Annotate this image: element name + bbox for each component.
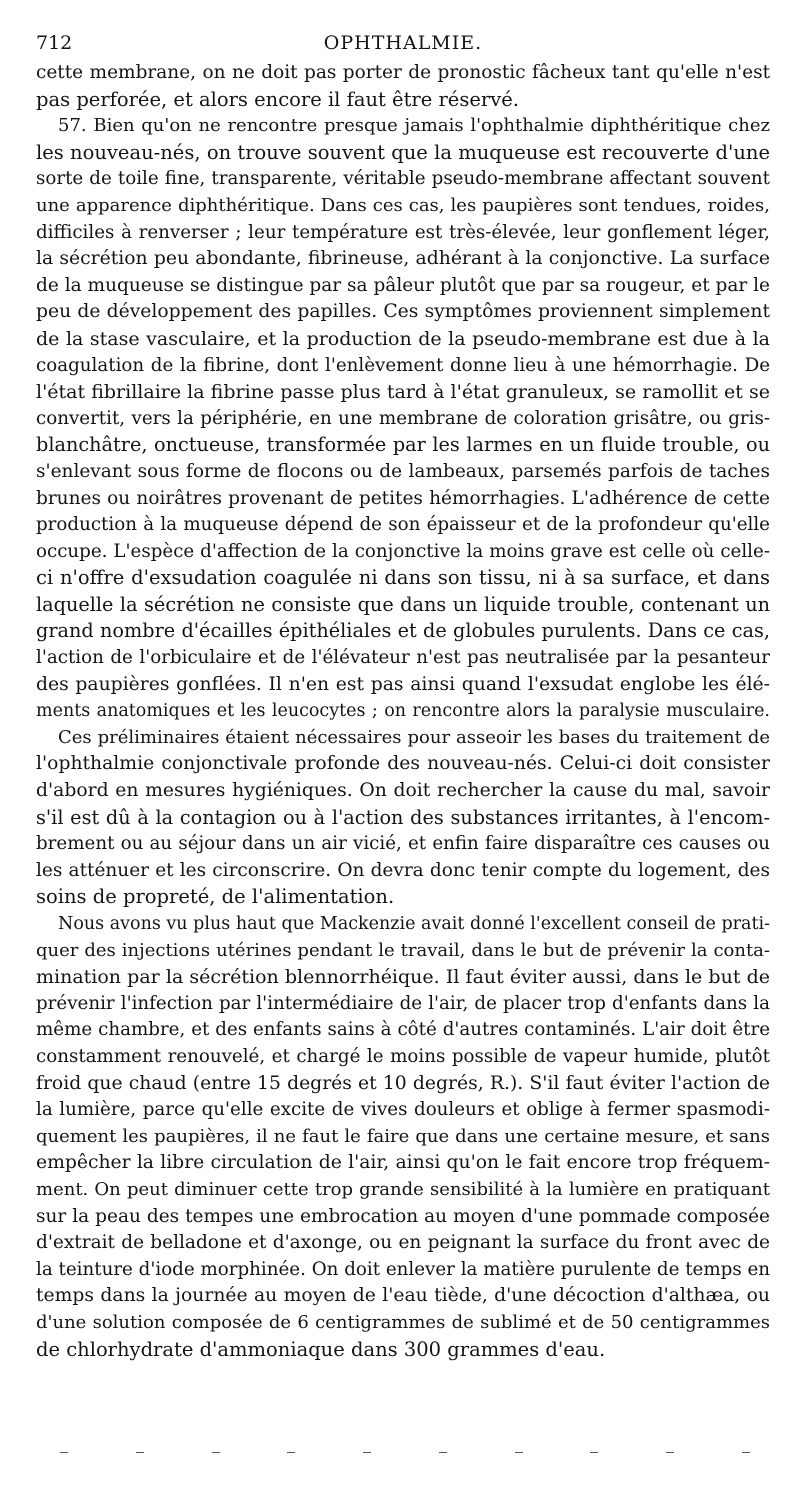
text-line: d'abord en mesures hygiéniques. On doit rechercher la cause du mal, savoir (36, 780, 770, 802)
text-line: quement les paupières, il ne faut le faire que dans une certaine mesure, et sans (36, 1125, 770, 1147)
text-line: production à la muqueuse dépend de son épaisseur et de la profondeur qu'elle (36, 514, 770, 536)
text-line: s'il est dû à la contagion ou à l'action des substances irritantes, à l'encom- (36, 805, 770, 829)
text-line: Ces préliminaires étaient nécessaires pour asseoir les bases du traitement de (58, 726, 770, 748)
text-line: la lumière, parce qu'elle excite de vives douleurs et oblige à fermer spasmodi- (36, 1099, 770, 1121)
text-line: ments anatomiques et les leucocytes ; on rencontre alors la paralysie musculaire. (36, 701, 770, 722)
text-line: sur la peau des tempes une embrocation au moyen d'une pommade composée (36, 1205, 770, 1227)
text-line: temps dans la journée au moyen de l'eau tiède, d'une décoction d'althæa, ou (36, 1285, 770, 1307)
running-head (36, 32, 770, 60)
footer-scan-marks (60, 1452, 750, 1453)
text-line: de chlorhydrate d'ammoniaque dans 300 grammes d'eau. (36, 1337, 606, 1361)
text-line: une apparence diphthéritique. Dans ces cas, les paupières sont tendues, roides, (36, 194, 770, 216)
text-line: difficiles à renverser ; leur température est très-élevée, leur gonflement léger, (36, 221, 770, 243)
text-line: quer des injections utérines pendant le travail, dans le but de prévenir la conta- (36, 939, 770, 961)
scan-mark (363, 1452, 371, 1453)
text-line: sorte de toile fine, transparente, véritable pseudo-membrane affectant souvent (36, 168, 770, 190)
body-text (36, 60, 770, 1363)
text-line: blanchâtre, onctueuse, transformée par les larmes en un fluide trouble, ou (36, 433, 770, 457)
text-line: Nous avons vu plus haut que Mackenzie avait donné l'excellent conseil de prati- (58, 914, 770, 934)
scan-mark (590, 1452, 598, 1453)
text-line: les nouveau-nés, on trouve souvent que la muqueuse est recouverte d'une (36, 140, 770, 164)
text-line: ci n'offre d'exsudation coagulée ni dans son tissu, ni à sa surface, et dans (36, 566, 770, 590)
running-title: OPHTHALMIE. (323, 32, 483, 54)
text-line: d'une solution composée de 6 centigrammes de sublimé et de 50 centigrammes (36, 1311, 770, 1333)
text-line: occupe. L'espèce d'affection de la conjonctive la moins grave est celle où celle- (36, 540, 770, 562)
text-line: froid que chaud (entre 15 degrés et 10 degrés, R.). S'il faut éviter l'action de (36, 1072, 770, 1094)
text-line: l'action de l'orbiculaire et de l'élévateur n'est pas neutralisée par la pesanteur (36, 647, 770, 669)
text-line: prévenir l'infection par l'intermédiaire de l'air, de placer trop d'enfants dans la (36, 992, 770, 1014)
text-line: de la muqueuse se distingue par sa pâleur plutôt que par sa rougeur, et par le (36, 274, 770, 296)
scan-mark (136, 1452, 144, 1453)
text-line: les atténuer et les circonscrire. On devra donc tenir compte du logement, des (36, 859, 770, 881)
scan-mark (515, 1452, 523, 1453)
text-line: brunes ou noirâtres provenant de petites hémorrhagies. L'adhérence de cette (36, 487, 770, 509)
text-line: constamment renouvelé, et chargé le moins possible de vapeur humide, plutôt (36, 1045, 770, 1067)
text-line: de la stase vasculaire, et la production de la pseudo-membrane est due à la (36, 327, 770, 350)
text-line: 57. Bien qu'on ne rencontre presque jamais l'ophthalmie diphthéritique chez (58, 115, 770, 137)
text-line: la teinture d'iode morphinée. On doit enlever la matière purulente de temps en (36, 1258, 770, 1280)
text-line: empêcher la libre circulation de l'air, ainsi qu'on le fait encore trop fréquem- (36, 1152, 770, 1174)
scan-mark (60, 1452, 68, 1453)
text-line: pas perforée, et alors encore il faut être réservé. (36, 87, 519, 111)
text-line: mination par la sécrétion blennorrhéique. Il faut éviter aussi, dans le but de (36, 966, 770, 989)
text-line: même chambre, et des enfants sains à côté d'autres contaminés. L'air doit être (36, 1019, 770, 1041)
scan-mark (212, 1452, 220, 1453)
text-line: convertit, vers la périphérie, en une membrane de coloration grisâtre, ou gris- (36, 407, 770, 429)
text-line: soins de propreté, de l'alimentation. (36, 885, 395, 909)
text-line: peu de développement des papilles. Ces symptômes proviennent simplement (36, 301, 770, 323)
text-line: cette membrane, on ne doit pas porter de pronostic fâcheux tant qu'elle n'est (36, 62, 770, 83)
text-line: la sécrétion peu abondante, fibrineuse, adhérant à la conjonctive. La surface (36, 248, 770, 270)
text-line: l'état fibrillaire la fibrine passe plus tard à l'état granuleux, se ramollit et se (36, 381, 770, 404)
text-line: des paupières gonflées. Il n'en est pas ainsi quand l'exsudat englobe les élé- (36, 673, 770, 695)
text-line: brement ou au séjour dans un air vicié, et enfin faire disparaître ces causes ou (36, 833, 770, 855)
text-line: coagulation de la fibrine, dont l'enlèvement donne lieu à une hémorrhagie. De (36, 354, 770, 376)
scan-mark (287, 1452, 295, 1453)
text-line: d'extrait de belladone et d'axonge, ou en peignant la surface du front avec de (36, 1232, 770, 1254)
text-line: s'enlevant sous forme de flocons ou de lambeaux, parsemés parfois de taches (36, 460, 770, 482)
scan-mark (439, 1452, 447, 1453)
scan-mark (666, 1452, 674, 1453)
page (36, 32, 770, 1363)
scan-mark (742, 1452, 750, 1453)
text-line: l'ophthalmie conjonctivale profonde des nouveau-nés. Celui-ci doit consister (36, 753, 770, 775)
text-line: ment. On peut diminuer cette trop grande sensibilité à la lumière en pratiquant (36, 1178, 770, 1200)
text-line: grand nombre d'écailles épithéliales et de globules purulents. Dans ce cas, (36, 619, 770, 643)
page-number: 712 (36, 32, 73, 54)
text-line: laquelle la sécrétion ne consiste que dans un liquide trouble, contenant un (36, 592, 770, 616)
